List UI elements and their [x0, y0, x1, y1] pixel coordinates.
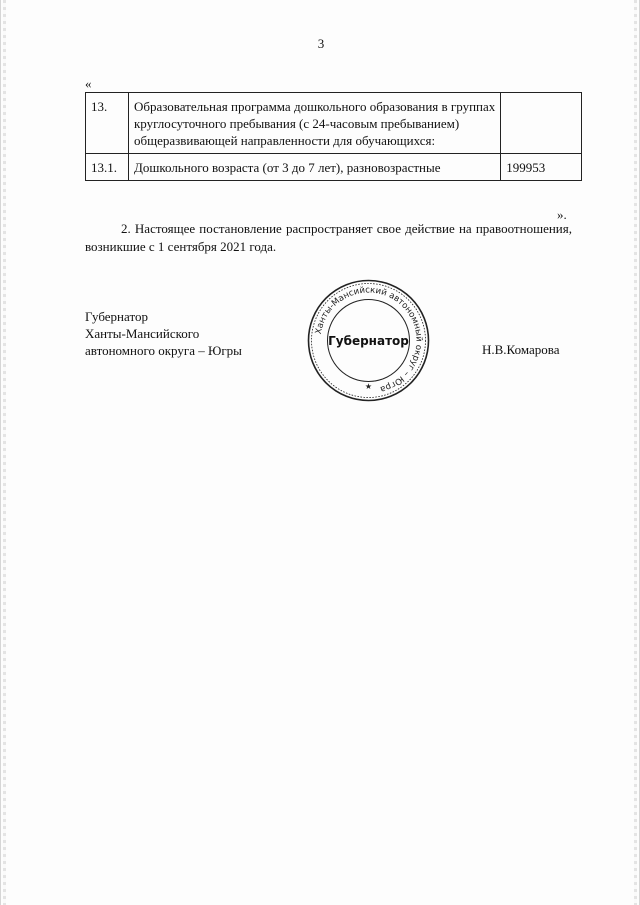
table-row	[86, 154, 582, 181]
row-number: 13.	[86, 93, 129, 154]
row-program-text: Образовательная программа дошкольного образования в группах круглосуточного пребывания (с 24-часовым пребыванием) общеразвивающей направленности для обучающихся:	[128, 93, 500, 154]
signatory-name: Н.В.Комарова	[482, 342, 560, 357]
signatory-title-line: Ханты-Мансийского	[85, 326, 200, 341]
signatory-title	[85, 308, 285, 359]
closing-quote-mark: ».	[557, 207, 567, 222]
seal-center-text: Губернатор	[328, 334, 409, 348]
table-row	[86, 93, 582, 154]
row-code: 199953	[501, 154, 582, 181]
row-code	[501, 93, 582, 154]
page-number: 3	[317, 36, 325, 51]
paragraph-2: 2. Настоящее постановление распространяет свое действие на правоотношения, возникшие с 1 сентября 2021 года.	[85, 221, 572, 254]
opening-quote-mark: «	[85, 76, 92, 91]
amendment-table	[85, 92, 582, 181]
row-program-text: Дошкольного возраста (от 3 до 7 лет), разновозрастные	[128, 154, 500, 181]
seal-graphic	[306, 278, 431, 403]
signatory-title-line: Губернатор	[85, 309, 148, 324]
official-seal	[306, 278, 431, 403]
signatory-title-line: автономного округа – Югры	[85, 343, 242, 358]
row-number: 13.1.	[86, 154, 129, 181]
seal-star-icon: ★	[364, 382, 373, 391]
seal-ring-text: Ханты-Мансийский автономный округ – Югра	[313, 285, 424, 394]
scan-edge-right	[634, 0, 637, 905]
scan-edge-left	[3, 0, 6, 905]
